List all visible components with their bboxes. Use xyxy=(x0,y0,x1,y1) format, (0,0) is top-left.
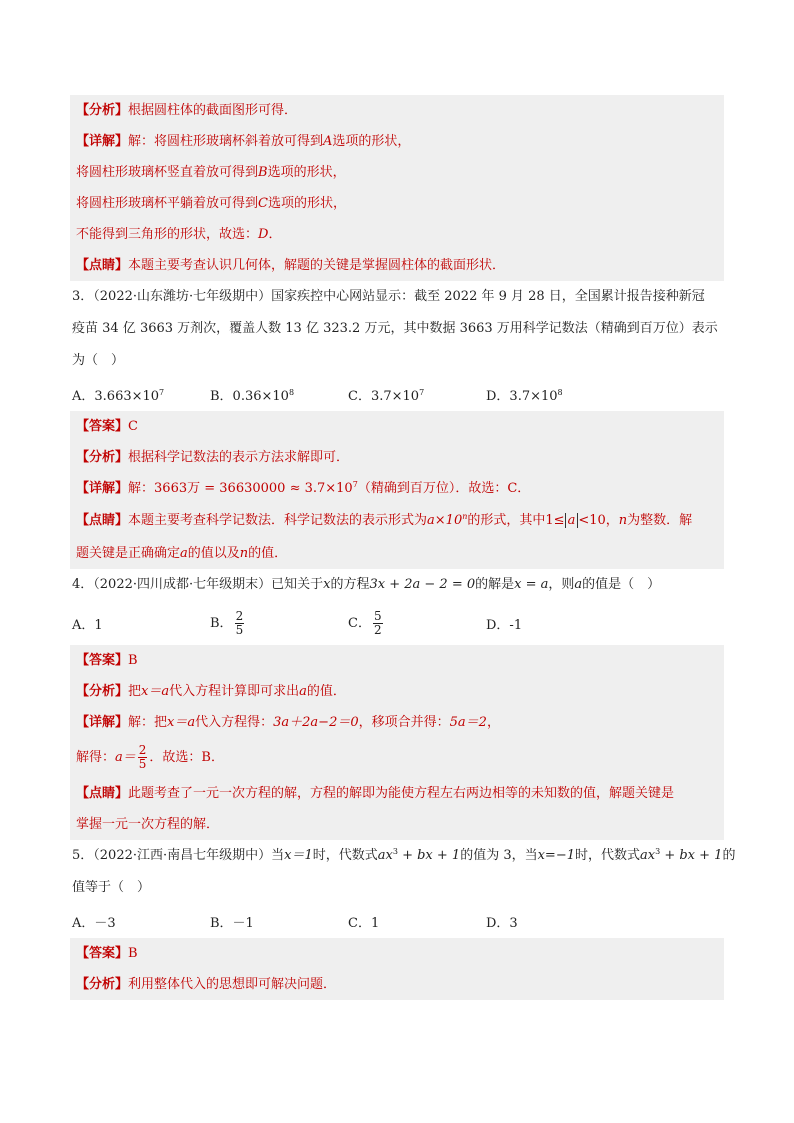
document-page xyxy=(70,95,736,1000)
q3-solution-block xyxy=(70,411,724,569)
q4-comment-line2: 掌握一元一次方程的解． xyxy=(76,817,220,832)
q2-detail-line3: 将圆柱形玻璃杯平躺着放可得到C选项的形状， xyxy=(76,196,346,211)
q4-comment-line1: 【点睛】此题考查了一元一次方程的解，方程的解即为能使方程左右两边相等的未知数的值，解题关键是 xyxy=(76,786,675,801)
q2-detail-line2: 将圆柱形玻璃杯竖直着放可得到B选项的形状， xyxy=(76,165,346,180)
q2-detail-line4: 不能得到三角形的形状，故选：D． xyxy=(76,227,282,242)
q3-option-d: D．$3.7\times 10^8$ xyxy=(486,387,563,404)
q5-option-b: B．－1 xyxy=(210,915,254,931)
q3-analysis: 【分析】根据科学记数法的表示方法求解即可． xyxy=(76,450,350,465)
q4-option-b: B． $\frac{2}{5}$ xyxy=(210,608,244,637)
q4-detail-line2: 解得：a＝ $\frac{2}{5}$ ．故选：B． xyxy=(76,743,224,771)
q5-analysis: 【分析】利用整体代入的思想即可解决问题． xyxy=(76,977,337,992)
q5-options xyxy=(70,904,724,938)
q3-comment-line2: 题关键是正确确定a的值以及n的值． xyxy=(76,546,288,561)
q5-stem: 5．（2022·江西·南昌七年级期中）当x＝1时，代数式$ax^3$ + bx + 1的值为 3，当x=−1时，代数式$ax^3$ + bx + 1的 值等于（ ） xyxy=(72,847,736,895)
q5-option-c: C．1 xyxy=(348,915,380,931)
q4-solution-block xyxy=(70,645,724,840)
q3-answer: 【答案】C xyxy=(76,419,138,434)
q4-option-a: A．1 xyxy=(72,617,103,633)
q3-option-b: B．$0.36\times 10^8$ xyxy=(210,387,295,404)
q2-solution-block xyxy=(70,95,724,281)
q3-option-a: A．$3.663\times 10^7$ xyxy=(72,387,165,404)
comment-tag: 【点睛】 xyxy=(76,258,129,273)
q2-analysis: 【分析】根据圆柱体的截面图形可得． xyxy=(76,103,298,118)
q4-answer: 【答案】B xyxy=(76,653,138,668)
detail-tag: 【详解】 xyxy=(76,134,129,149)
q4-stem: 4．（2022·四川成都·七年级期末）已知关于x的方程3x + 2a − 2 = 0的解是x = a，则a的值是（ ） xyxy=(72,577,661,592)
q5-option-d: D．3 xyxy=(486,915,518,931)
q4-analysis: 【分析】把x＝a代入方程计算即可求出a的值． xyxy=(76,684,346,699)
q2-detail-line1: 【详解】解：将圆柱形玻璃杯斜着放可得到A选项的形状， xyxy=(76,134,411,149)
q5-solution-block xyxy=(70,938,724,1000)
analysis-tag: 【分析】 xyxy=(76,103,129,118)
q5-answer: 【答案】B xyxy=(76,946,138,961)
q4-options xyxy=(70,601,724,645)
q3-detail: 【详解】解：3663万 = $36630000 \approx 3.7\times 10^7$（精确到百万位）．故选：C． xyxy=(76,480,531,496)
q4-detail-line1: 【详解】解：把x＝a代入方程得：3a＋2a−2＝0，移项合并得：5a＝2， xyxy=(76,715,500,730)
q5-option-a: A．－3 xyxy=(72,915,116,931)
q2-comment: 【点睛】本题主要考查认识几何体，解题的关键是掌握圆柱体的截面形状． xyxy=(76,258,506,273)
q3-stem: 3．（2022·山东潍坊·七年级期中）国家疾控中心网站显示：截至 2022 年 9 月 28 日，全国累计报告接种新冠 疫苗 34 亿 3663 万剂次，覆盖人数 13 亿 323.2 万元，其中数据 3663 万用科学记数法（精确到百万位）表示 为（ ） xyxy=(72,289,718,368)
q3-comment-line1: 【点睛】本题主要考查科学记数法．科学记数法的表示形式为$a\times 10^n$的形式，其中1≤ a <10，n为整数．解 xyxy=(76,512,693,528)
q3-option-c: C．$3.7\times 10^7$ xyxy=(348,387,425,404)
q3-options xyxy=(70,377,724,411)
q4-option-d: D．-1 xyxy=(486,617,523,633)
q4-option-c: C． $\frac{5}{2}$ xyxy=(348,608,382,637)
